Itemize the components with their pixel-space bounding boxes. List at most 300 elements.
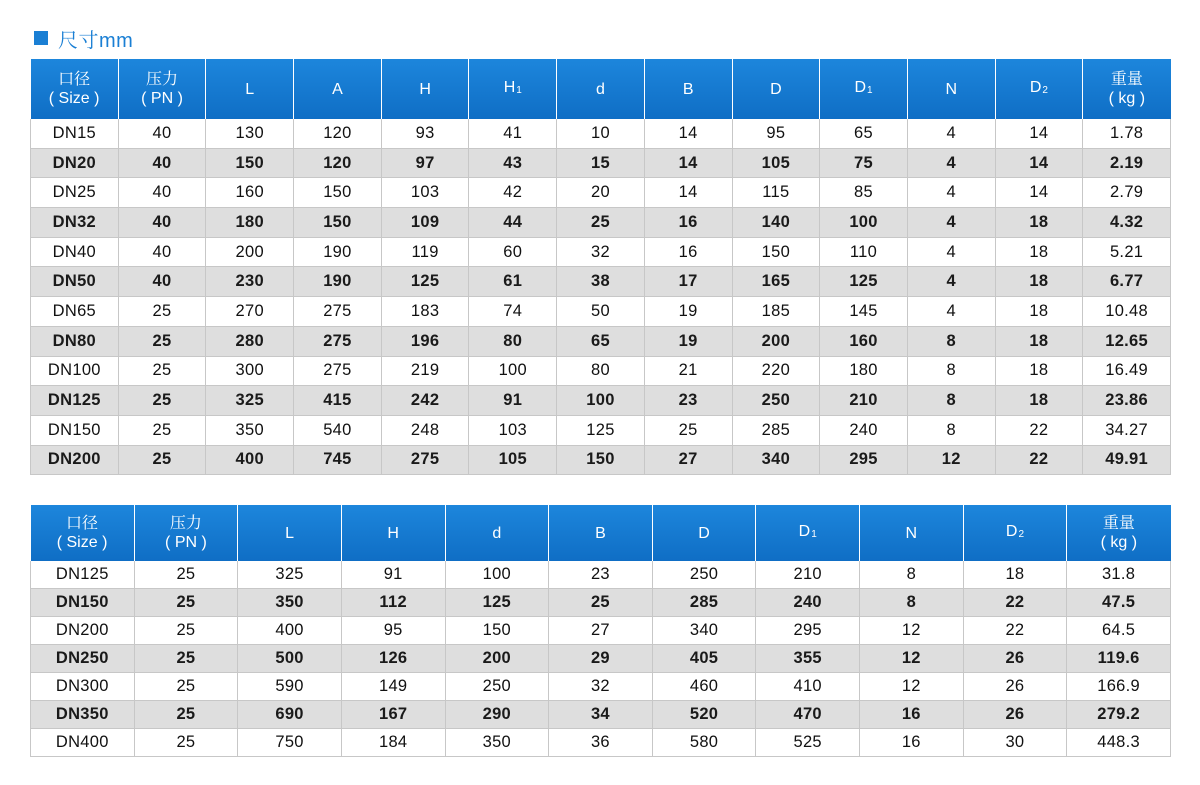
table-cell: 20 xyxy=(557,178,645,208)
size-cell: DN20 xyxy=(31,148,119,178)
table-cell: 280 xyxy=(206,326,294,356)
table-cell: 415 xyxy=(294,386,382,416)
column-header xyxy=(860,505,964,561)
table-cell: 43 xyxy=(469,148,557,178)
size-cell: DN40 xyxy=(31,237,119,267)
table-cell: 219 xyxy=(381,356,469,386)
table-cell: 18 xyxy=(995,208,1083,238)
table-cell: 112 xyxy=(341,589,445,617)
table-cell: 40 xyxy=(118,208,206,238)
dimension-table-2 xyxy=(30,505,1171,757)
table-cell: 120 xyxy=(294,148,382,178)
table-cell: 150 xyxy=(445,617,549,645)
column-header xyxy=(756,505,860,561)
table-cell: 250 xyxy=(445,673,549,701)
table-cell: 4 xyxy=(907,178,995,208)
table-cell: 248 xyxy=(381,415,469,445)
table-cell: 23 xyxy=(644,386,732,416)
column-header xyxy=(963,505,1067,561)
table-cell: 100 xyxy=(557,386,645,416)
table-cell: 25 xyxy=(557,208,645,238)
column-header-subscript: 1 xyxy=(811,529,817,540)
table-cell: 93 xyxy=(381,119,469,148)
table-cell: 65 xyxy=(557,326,645,356)
table-cell: 75 xyxy=(820,148,908,178)
column-header-label: N xyxy=(905,524,918,542)
table-cell: 130 xyxy=(206,119,294,148)
table-cell: 27 xyxy=(644,445,732,475)
table-cell: 32 xyxy=(557,237,645,267)
table-header-row xyxy=(31,505,1171,561)
size-cell: DN150 xyxy=(31,415,119,445)
table-cell: 95 xyxy=(732,119,820,148)
table-cell: 60 xyxy=(469,237,557,267)
table-cell: 25 xyxy=(134,673,238,701)
table-cell: 64.5 xyxy=(1067,617,1171,645)
table-cell: 30 xyxy=(963,729,1067,757)
table-cell: 200 xyxy=(445,645,549,673)
table-cell: 50 xyxy=(557,297,645,327)
table-row xyxy=(31,673,1171,701)
column-header-label: 口径 xyxy=(66,515,99,532)
table-row xyxy=(31,326,1171,356)
table-cell: 183 xyxy=(381,297,469,327)
table-cell: 295 xyxy=(756,617,860,645)
table-cell: 4 xyxy=(907,208,995,238)
table-cell: 8 xyxy=(860,561,964,589)
table-cell: 16 xyxy=(860,701,964,729)
table-cell: 25 xyxy=(134,561,238,589)
column-header-label: D xyxy=(770,80,782,98)
table-cell: 145 xyxy=(820,297,908,327)
column-header-label: B xyxy=(682,80,694,98)
column-header-subscript: 2 xyxy=(1042,85,1048,96)
table-cell: 300 xyxy=(206,356,294,386)
column-header-unit: ( PN ) xyxy=(141,90,183,107)
column-header-label: D xyxy=(798,523,811,540)
column-header xyxy=(31,59,119,119)
table-cell: 105 xyxy=(469,445,557,475)
table-cell: 22 xyxy=(963,617,1067,645)
table-cell: 690 xyxy=(238,701,342,729)
section-title: 尺寸mm xyxy=(58,29,134,52)
size-cell: DN65 xyxy=(31,297,119,327)
table-cell: 25 xyxy=(118,297,206,327)
table-cell: 19 xyxy=(644,326,732,356)
dimension-table-1 xyxy=(30,59,1171,475)
table-cell: 95 xyxy=(341,617,445,645)
table-cell: 109 xyxy=(381,208,469,238)
column-header-label: L xyxy=(245,80,255,98)
column-header xyxy=(238,505,342,561)
table-cell: 520 xyxy=(652,701,756,729)
size-cell: DN125 xyxy=(31,561,135,589)
table-cell: 41 xyxy=(469,119,557,148)
table-cell: 8 xyxy=(907,326,995,356)
table-cell: 26 xyxy=(963,645,1067,673)
column-header-subscript: 2 xyxy=(1018,529,1024,540)
column-header-label: H xyxy=(419,80,431,98)
table-cell: 180 xyxy=(206,208,294,238)
column-header-label: d xyxy=(492,524,502,542)
table-cell: 16 xyxy=(860,729,964,757)
column-header xyxy=(118,59,206,119)
table-cell: 285 xyxy=(652,589,756,617)
table-cell: 17 xyxy=(644,267,732,297)
table-cell: 12 xyxy=(860,673,964,701)
table-cell: 29 xyxy=(549,645,653,673)
column-header xyxy=(549,505,653,561)
size-cell: DN32 xyxy=(31,208,119,238)
size-cell: DN200 xyxy=(31,445,119,475)
table-cell: 340 xyxy=(732,445,820,475)
table-cell: 80 xyxy=(469,326,557,356)
table-row xyxy=(31,208,1171,238)
table-cell: 6.77 xyxy=(1083,267,1171,297)
table-cell: 10.48 xyxy=(1083,297,1171,327)
table-cell: 61 xyxy=(469,267,557,297)
table-cell: 25 xyxy=(134,729,238,757)
table-cell: 91 xyxy=(341,561,445,589)
column-header-label: 口径 xyxy=(58,71,91,88)
column-header xyxy=(445,505,549,561)
table-cell: 240 xyxy=(756,589,860,617)
table-cell: 125 xyxy=(557,415,645,445)
table-cell: 160 xyxy=(206,178,294,208)
table-cell: 22 xyxy=(995,415,1083,445)
table-cell: 165 xyxy=(732,267,820,297)
table-cell: 190 xyxy=(294,267,382,297)
table-cell: 25 xyxy=(134,589,238,617)
table-cell: 100 xyxy=(445,561,549,589)
column-header-label: N xyxy=(945,80,957,98)
table-cell: 27 xyxy=(549,617,653,645)
table-cell: 285 xyxy=(732,415,820,445)
table-cell: 460 xyxy=(652,673,756,701)
size-cell: DN125 xyxy=(31,386,119,416)
column-header-label: 重量 xyxy=(1102,515,1135,532)
table-cell: 42 xyxy=(469,178,557,208)
table-cell: 8 xyxy=(907,356,995,386)
table-cell: 12 xyxy=(860,617,964,645)
table-cell: 125 xyxy=(820,267,908,297)
column-header xyxy=(820,59,908,119)
table-cell: 18 xyxy=(995,237,1083,267)
table-cell: 325 xyxy=(238,561,342,589)
column-header-label: 压力 xyxy=(146,71,179,88)
table-cell: 110 xyxy=(820,237,908,267)
table-cell: 448.3 xyxy=(1067,729,1171,757)
table-cell: 220 xyxy=(732,356,820,386)
table-cell: 150 xyxy=(732,237,820,267)
table-cell: 25 xyxy=(118,356,206,386)
table-cell: 275 xyxy=(294,356,382,386)
table-cell: 275 xyxy=(381,445,469,475)
table-cell: 350 xyxy=(445,729,549,757)
table-cell: 350 xyxy=(238,589,342,617)
table-cell: 500 xyxy=(238,645,342,673)
table-cell: 8 xyxy=(860,589,964,617)
table-cell: 16 xyxy=(644,208,732,238)
table-cell: 4.32 xyxy=(1083,208,1171,238)
table-cell: 12 xyxy=(860,645,964,673)
column-header-label: D xyxy=(1005,523,1018,540)
table-cell: 270 xyxy=(206,297,294,327)
table-cell: 10 xyxy=(557,119,645,148)
table-cell: 16.49 xyxy=(1083,356,1171,386)
column-header-unit: ( kg ) xyxy=(1100,534,1138,551)
table-cell: 200 xyxy=(732,326,820,356)
table-cell: 4 xyxy=(907,297,995,327)
table-row xyxy=(31,386,1171,416)
table-row xyxy=(31,148,1171,178)
table-cell: 14 xyxy=(644,178,732,208)
table-cell: 340 xyxy=(652,617,756,645)
column-header-label: H xyxy=(387,524,399,542)
column-header-label: H xyxy=(503,79,516,96)
table-cell: 18 xyxy=(995,326,1083,356)
size-cell: DN80 xyxy=(31,326,119,356)
table-cell: 119 xyxy=(381,237,469,267)
table-cell: 8 xyxy=(907,415,995,445)
table-cell: 250 xyxy=(732,386,820,416)
table-cell: 275 xyxy=(294,326,382,356)
column-header-unit: ( Size ) xyxy=(56,534,108,551)
table-cell: 25 xyxy=(118,326,206,356)
table-cell: 80 xyxy=(557,356,645,386)
table-cell: 540 xyxy=(294,415,382,445)
table-cell: 160 xyxy=(820,326,908,356)
table-cell: 4 xyxy=(907,237,995,267)
column-header-subscript: 1 xyxy=(516,85,522,96)
table-cell: 74 xyxy=(469,297,557,327)
table-row xyxy=(31,617,1171,645)
column-header xyxy=(31,505,135,561)
table-row xyxy=(31,415,1171,445)
table-row xyxy=(31,645,1171,673)
table-cell: 150 xyxy=(294,178,382,208)
table-cell: 15 xyxy=(557,148,645,178)
table-cell: 180 xyxy=(820,356,908,386)
column-header-label: 重量 xyxy=(1110,71,1143,88)
table-cell: 120 xyxy=(294,119,382,148)
table-cell: 275 xyxy=(294,297,382,327)
table-cell: 119.6 xyxy=(1067,645,1171,673)
table-cell: 140 xyxy=(732,208,820,238)
table-cell: 470 xyxy=(756,701,860,729)
table-cell: 40 xyxy=(118,267,206,297)
table-cell: 26 xyxy=(963,701,1067,729)
table-cell: 4 xyxy=(907,148,995,178)
table-cell: 150 xyxy=(557,445,645,475)
table-cell: 103 xyxy=(381,178,469,208)
table-cell: 5.21 xyxy=(1083,237,1171,267)
table-cell: 150 xyxy=(294,208,382,238)
table-cell: 44 xyxy=(469,208,557,238)
table-cell: 2.79 xyxy=(1083,178,1171,208)
table-cell: 410 xyxy=(756,673,860,701)
size-cell: DN200 xyxy=(31,617,135,645)
size-cell: DN150 xyxy=(31,589,135,617)
table-cell: 18 xyxy=(995,386,1083,416)
column-header xyxy=(381,59,469,119)
table-cell: 279.2 xyxy=(1067,701,1171,729)
table-cell: 18 xyxy=(995,267,1083,297)
table-cell: 25 xyxy=(118,386,206,416)
table-cell: 85 xyxy=(820,178,908,208)
table-row xyxy=(31,445,1171,475)
table-cell: 525 xyxy=(756,729,860,757)
table-row xyxy=(31,589,1171,617)
size-cell: DN100 xyxy=(31,356,119,386)
table-cell: 295 xyxy=(820,445,908,475)
table-cell: 22 xyxy=(995,445,1083,475)
table-cell: 91 xyxy=(469,386,557,416)
column-header xyxy=(341,505,445,561)
table-cell: 210 xyxy=(756,561,860,589)
table-cell: 38 xyxy=(557,267,645,297)
table-cell: 185 xyxy=(732,297,820,327)
table-cell: 18 xyxy=(995,297,1083,327)
table-row xyxy=(31,119,1171,148)
section-heading xyxy=(34,24,133,52)
table-cell: 103 xyxy=(469,415,557,445)
table-cell: 4 xyxy=(907,267,995,297)
table-cell: 40 xyxy=(118,178,206,208)
table-row xyxy=(31,561,1171,589)
table-cell: 350 xyxy=(206,415,294,445)
table-cell: 25 xyxy=(134,701,238,729)
table-cell: 18 xyxy=(963,561,1067,589)
table-cell: 105 xyxy=(732,148,820,178)
table-cell: 40 xyxy=(118,148,206,178)
table-cell: 184 xyxy=(341,729,445,757)
table-cell: 8 xyxy=(907,386,995,416)
column-header xyxy=(206,59,294,119)
table-cell: 32 xyxy=(549,673,653,701)
table-row xyxy=(31,178,1171,208)
table-cell: 149 xyxy=(341,673,445,701)
table-row xyxy=(31,297,1171,327)
size-cell: DN350 xyxy=(31,701,135,729)
column-header xyxy=(907,59,995,119)
table-cell: 18 xyxy=(995,356,1083,386)
table-cell: 240 xyxy=(820,415,908,445)
column-header-label: L xyxy=(285,524,295,542)
table-cell: 65 xyxy=(820,119,908,148)
table-cell: 21 xyxy=(644,356,732,386)
column-header-label: 压力 xyxy=(169,515,202,532)
table-cell: 230 xyxy=(206,267,294,297)
table-cell: 25 xyxy=(134,645,238,673)
table-cell: 115 xyxy=(732,178,820,208)
table-cell: 100 xyxy=(820,208,908,238)
table-cell: 580 xyxy=(652,729,756,757)
column-header xyxy=(469,59,557,119)
table-cell: 23 xyxy=(549,561,653,589)
table-cell: 126 xyxy=(341,645,445,673)
table-cell: 210 xyxy=(820,386,908,416)
table-cell: 23.86 xyxy=(1083,386,1171,416)
column-header-subscript: 1 xyxy=(867,85,873,96)
table-cell: 26 xyxy=(963,673,1067,701)
table-cell: 290 xyxy=(445,701,549,729)
column-header-unit: ( kg ) xyxy=(1108,90,1146,107)
table-cell: 25 xyxy=(134,617,238,645)
table-cell: 31.8 xyxy=(1067,561,1171,589)
table-cell: 355 xyxy=(756,645,860,673)
size-cell: DN15 xyxy=(31,119,119,148)
table-cell: 14 xyxy=(644,148,732,178)
table-cell: 2.19 xyxy=(1083,148,1171,178)
table-cell: 49.91 xyxy=(1083,445,1171,475)
column-header-unit: ( Size ) xyxy=(48,90,100,107)
table-cell: 125 xyxy=(445,589,549,617)
table-cell: 190 xyxy=(294,237,382,267)
table-cell: 200 xyxy=(206,237,294,267)
table-cell: 400 xyxy=(238,617,342,645)
column-header xyxy=(644,59,732,119)
column-header xyxy=(995,59,1083,119)
table-row xyxy=(31,267,1171,297)
square-bullet-icon xyxy=(34,31,48,45)
table-cell: 14 xyxy=(995,148,1083,178)
table-cell: 47.5 xyxy=(1067,589,1171,617)
table-row xyxy=(31,356,1171,386)
table-cell: 16 xyxy=(644,237,732,267)
table-cell: 400 xyxy=(206,445,294,475)
table-cell: 405 xyxy=(652,645,756,673)
column-header xyxy=(557,59,645,119)
column-header-unit: ( PN ) xyxy=(165,534,207,551)
table-cell: 1.78 xyxy=(1083,119,1171,148)
table-cell: 22 xyxy=(963,589,1067,617)
column-header-label: D xyxy=(698,524,710,542)
table-cell: 166.9 xyxy=(1067,673,1171,701)
table-cell: 250 xyxy=(652,561,756,589)
column-header xyxy=(732,59,820,119)
column-header xyxy=(1067,505,1171,561)
table-cell: 12 xyxy=(907,445,995,475)
column-header-label: D xyxy=(854,79,867,96)
table-cell: 750 xyxy=(238,729,342,757)
column-header-label: A xyxy=(332,80,343,98)
table-row xyxy=(31,237,1171,267)
table-cell: 167 xyxy=(341,701,445,729)
table-cell: 196 xyxy=(381,326,469,356)
table-cell: 25 xyxy=(549,589,653,617)
table-cell: 19 xyxy=(644,297,732,327)
table-cell: 40 xyxy=(118,119,206,148)
column-header-label: D xyxy=(1029,79,1042,96)
table-row xyxy=(31,729,1171,757)
table-cell: 34 xyxy=(549,701,653,729)
table-cell: 100 xyxy=(469,356,557,386)
table-cell: 12.65 xyxy=(1083,326,1171,356)
table-cell: 97 xyxy=(381,148,469,178)
table-cell: 25 xyxy=(644,415,732,445)
table-cell: 14 xyxy=(995,119,1083,148)
column-header xyxy=(134,505,238,561)
table-cell: 14 xyxy=(644,119,732,148)
column-header xyxy=(294,59,382,119)
table-cell: 745 xyxy=(294,445,382,475)
table-cell: 40 xyxy=(118,237,206,267)
table-cell: 325 xyxy=(206,386,294,416)
size-cell: DN25 xyxy=(31,178,119,208)
table-cell: 242 xyxy=(381,386,469,416)
table-header-row xyxy=(31,59,1171,119)
